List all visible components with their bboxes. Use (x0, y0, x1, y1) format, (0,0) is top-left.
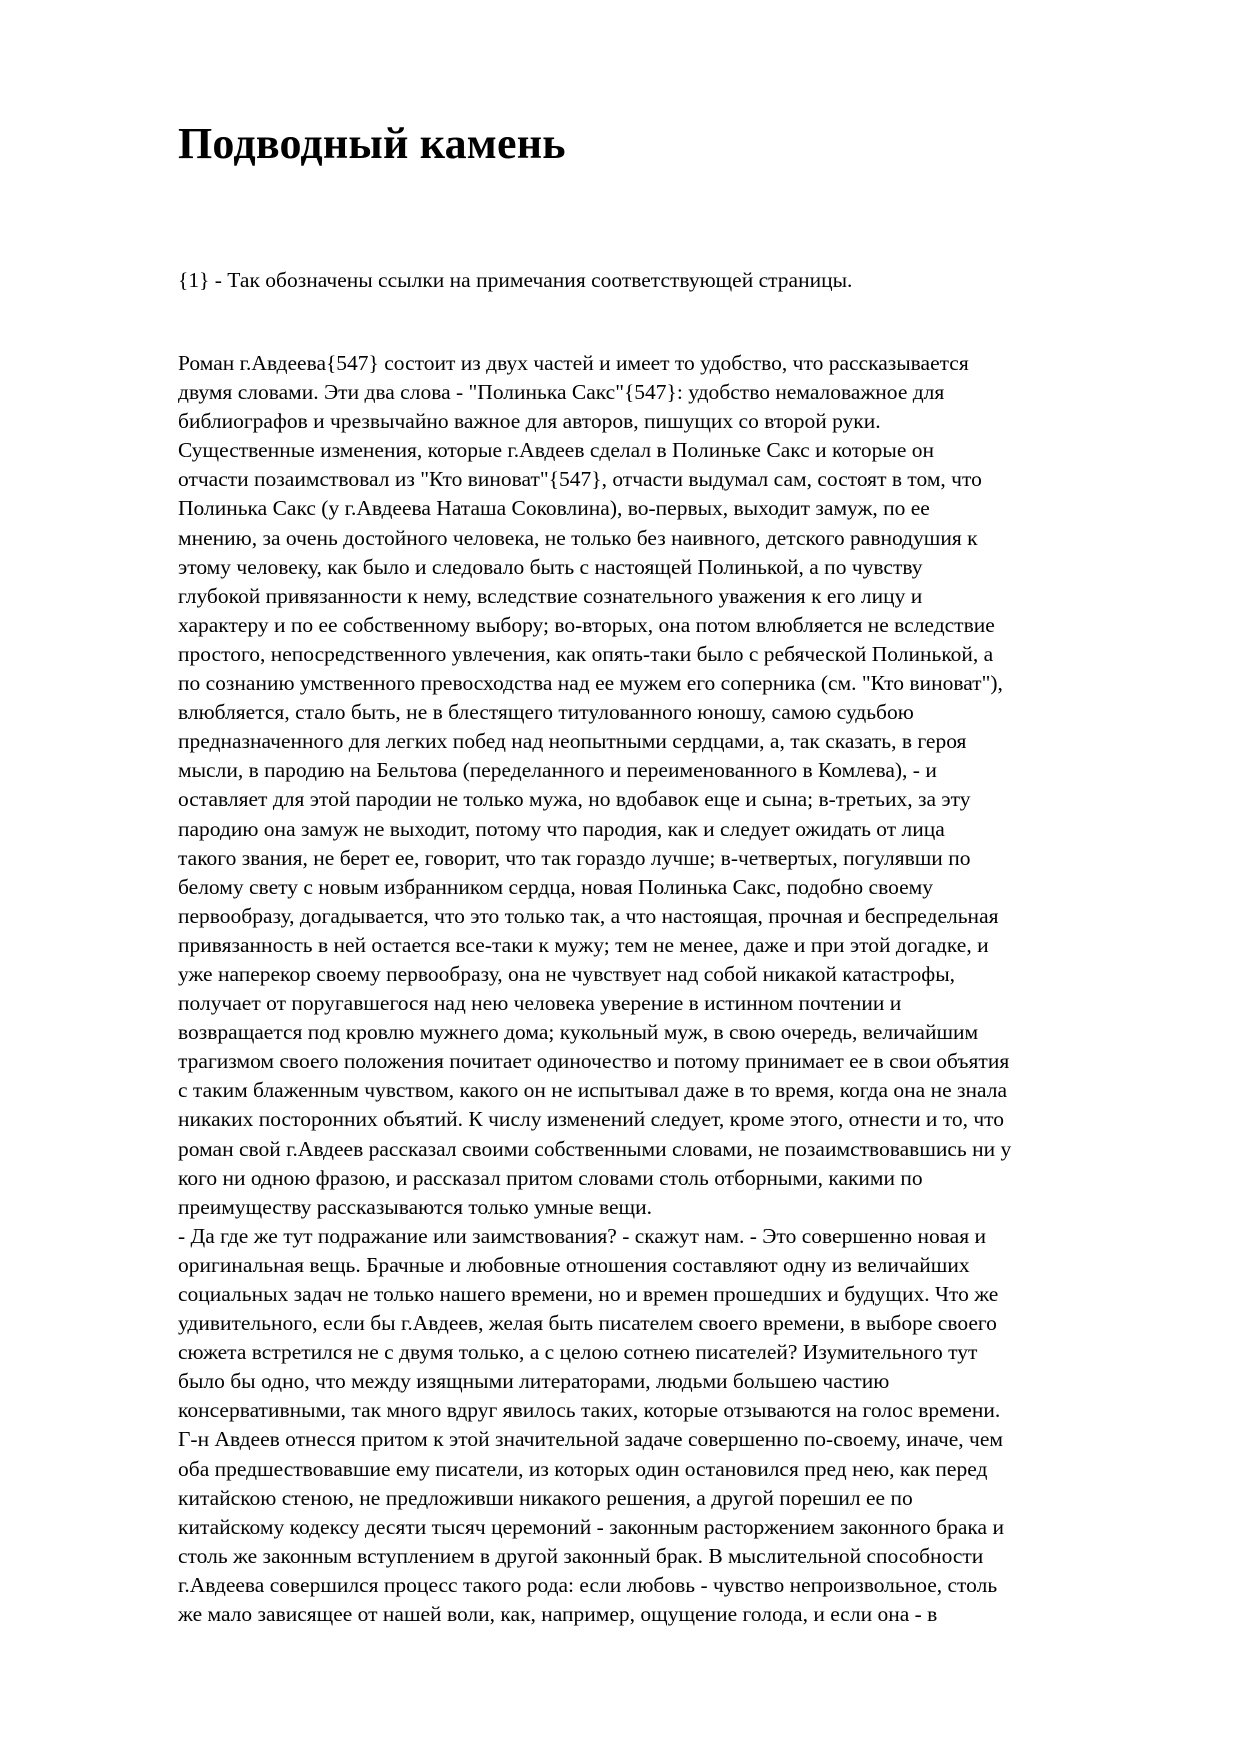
body-line: Полинька Сакс (у г.Авдеева Наташа Соковлина), во-первых, выходит замуж, по ее (178, 496, 930, 521)
body-line: библиографов и чрезвычайно важное для авторов, пишущих со второй руки. (178, 409, 881, 434)
body-line: мысли, в пародию на Бельтова (переделанного и переименованного в Комлева), - и (178, 758, 937, 783)
body-line: белому свету с новым избранником сердца, новая Полинька Сакс, подобно своему (178, 874, 934, 899)
body-line: первообразу, догадывается, что это только так, а что настоящая, прочная и беспредельная (178, 903, 999, 928)
body-line: китайскому кодексу десяти тысяч церемоний - законным расторжением законного брака и (178, 1514, 1004, 1539)
body-line: предназначенного для легких побед над неопытными сердцами, а, так сказать, в героя (178, 729, 967, 754)
body-line: оба предшествовавшие ему писатели, из которых один остановился пред нею, как перед (178, 1456, 988, 1481)
body-line: удивительного, если бы г.Авдеев, желая быть писателем своего времени, в выборе своего (178, 1311, 997, 1336)
body-line: - Да где же тут подражание или заимствования? - скажут нам. - Это совершенно новая и (178, 1223, 986, 1248)
body-line: пародию она замуж не выходит, потому что пародия, как и следует ожидать от лица (178, 816, 945, 841)
footnote-legend: {1} - Так обозначены ссылки на примечания соответствующей страницы. (178, 268, 853, 292)
body-line: этому человеку, как было и следовало быть с настоящей Полинькой, а по чувству (178, 554, 923, 579)
body-line: же мало зависящее от нашей воли, как, например, ощущение голода, и если она - в (178, 1602, 938, 1627)
body-line: Роман г.Авдеева{547} состоит из двух частей и имеет то удобство, что рассказывается (178, 351, 969, 375)
body-line: консервативными, так много вдруг явилось таких, которые отзываются на голос времени. (178, 1398, 1001, 1423)
body-line: возвращается под кровлю мужнего дома; кукольный муж, в свою очередь, величайшим (178, 1020, 979, 1045)
body-line: отчасти позаимствовал из "Кто виноват"{547}, отчасти выдумал сам, состоят в том, что (178, 467, 982, 492)
body-line: простого, непосредственного увлечения, как опять-таки было с ребяческой Полинькой, а (178, 641, 994, 666)
body-line: получает от поругавшегося над нею человека уверение в истинном почтении и (178, 991, 902, 1016)
body-line: такого звания, не берет ее, говорит, что так гораздо лучше; в-четвертых, погулявши по (178, 845, 971, 870)
body-line: уже наперекор своему первообразу, она не чувствует над собой никакой катастрофы, (178, 961, 956, 986)
body-line: глубокой привязанности к нему, вследствие сознательного уважения к его лицу и (178, 583, 923, 608)
body-line: влюбляется, стало быть, не в блестящего титулованного юношу, самою судьбою (178, 700, 914, 725)
body-line: характеру и по ее собственному выбору; во-вторых, она потом влюбляется не вследствие (178, 612, 995, 637)
body-line: преимуществу рассказываются только умные вещи. (178, 1194, 652, 1219)
body-line: привязанность в ней остается все-таки к мужу; тем не менее, даже и при этой догадке, и (178, 932, 989, 957)
body-line: никаких посторонних объятий. К числу изменений следует, кроме этого, отнести и то, что (178, 1107, 1004, 1132)
body-text (178, 349, 1178, 1629)
body-line: оставляет для этой пародии не только мужа, но вдобавок еще и сына; в-третьих, за эту (178, 787, 971, 812)
body-line: Существенные изменения, которые г.Авдеев сделал в Полиньке Сакс и которые он (178, 438, 934, 463)
body-line: сюжета встретился не с двумя только, а с целою сотнею писателей? Изумительного тут (178, 1340, 978, 1365)
body-line: социальных задач не только нашего времени, но и времен прошедших и будущих. Что же (178, 1282, 999, 1306)
body-line: трагизмом своего положения почитает одиночество и потому принимает ее в свои объятия (178, 1049, 1010, 1074)
body-line: оригинальная вещь. Брачные и любовные отношения составляют одну из величайших (178, 1252, 970, 1277)
body-line: роман свой г.Авдеев рассказал своими собственными словами, не позаимствовавшись ни у (178, 1136, 1012, 1161)
body-line: мнению, за очень достойного человека, не только без наивного, детского равнодушия к (178, 525, 978, 550)
body-line: кого ни одною фразою, и рассказал притом словами столь отборными, какими по (178, 1165, 923, 1190)
body-line: по сознанию умственного превосходства над ее мужем его соперника (см. "Кто виноват"), (178, 671, 1003, 696)
document-title: Подводный камень (178, 119, 566, 168)
body-line: с таким блаженным чувством, какого он не испытывал даже в то время, когда она не знала (178, 1078, 1008, 1103)
body-line: г.Авдеева совершился процесс такого рода: если любовь - чувство непроизвольное, столь (178, 1572, 998, 1597)
body-line: двумя словами. Эти два слова - "Полинька Сакс"{547}: удобство немаловажное для (178, 380, 945, 405)
body-line: китайскою стеною, не предложивши никакого решения, а другой порешил ее по (178, 1485, 913, 1510)
body-line: столь же законным вступлением в другой законный брак. В мыслительной способности (178, 1543, 984, 1568)
body-line: Г-н Авдеев отнесся притом к этой значительной задаче совершенно по-своему, иначе, чем (178, 1427, 1004, 1452)
body-line: было бы одно, что между изящными литераторами, людьми большею частию (178, 1369, 890, 1394)
